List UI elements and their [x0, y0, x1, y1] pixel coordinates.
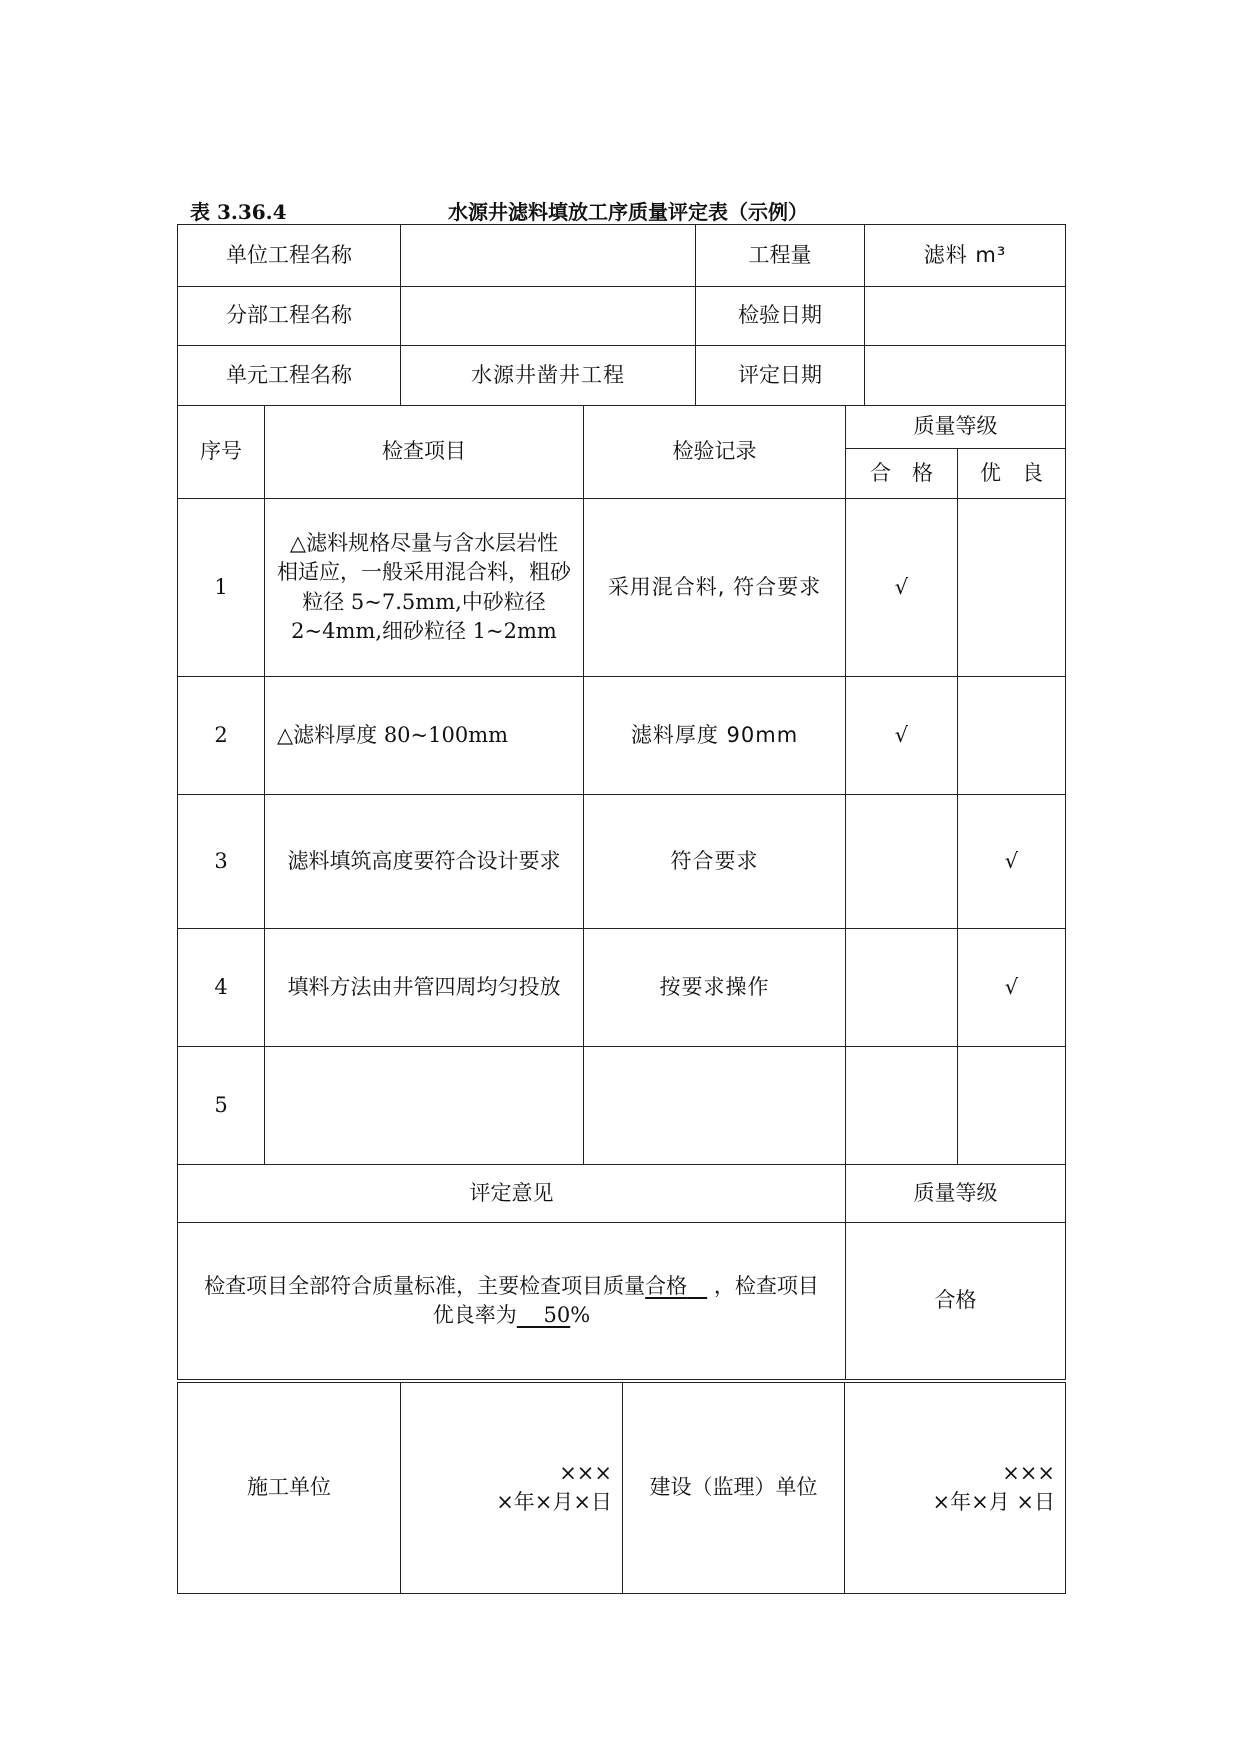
inspection-date-value	[865, 287, 1066, 346]
row-pass-check	[846, 929, 958, 1047]
construction-signer: ×××	[559, 1460, 612, 1485]
row-item-line: 相适应，一般采用混合料，粗砂	[277, 560, 571, 585]
row-pass-check	[846, 795, 958, 929]
table-row	[178, 677, 1066, 795]
inspection-date-label: 检验日期	[696, 287, 865, 346]
excellent-rate-value	[517, 1303, 570, 1327]
col-no-header: 序号	[178, 406, 265, 499]
row-no: 2	[178, 677, 265, 795]
row-no: 5	[178, 1047, 265, 1165]
signature-table	[177, 1382, 1066, 1594]
quantity-label: 工程量	[696, 225, 865, 287]
row-item: 滤料填筑高度要符合设计要求	[265, 795, 584, 929]
row-excellent-check: √	[958, 929, 1066, 1047]
element-value: 水源井凿井工程	[401, 346, 696, 406]
row-item-line: △滤料规格尽量与含水层岩性	[289, 530, 559, 555]
evaluation-date-value	[865, 346, 1066, 406]
row-pass-check	[846, 1047, 958, 1165]
opinion-header: 评定意见	[178, 1165, 846, 1223]
unit-project-value	[401, 225, 696, 287]
main-grade-text: 合格	[645, 1273, 688, 1298]
unit-project-label: 单位工程名称	[178, 225, 401, 287]
construction-unit-label: 施工单位	[178, 1383, 401, 1594]
table-title: 水源井滤料填放工序质量评定表（示例）	[448, 200, 808, 224]
opinion-grade-header: 质量等级	[846, 1165, 1066, 1223]
excellent-rate-text: 50	[543, 1303, 571, 1327]
page-header	[178, 196, 1078, 226]
row-pass-check: √	[846, 677, 958, 795]
table-row	[178, 499, 1066, 677]
row-no: 4	[178, 929, 265, 1047]
opinion-text-part: 优良率为	[432, 1303, 517, 1327]
row-record	[584, 1047, 846, 1165]
info-table	[177, 224, 1066, 406]
owner-unit-label: 建设（监理）单位	[623, 1383, 845, 1594]
evaluation-date-label: 评定日期	[696, 346, 865, 406]
row-no: 1	[178, 499, 265, 677]
col-grade-header: 质量等级	[846, 406, 1066, 449]
row-excellent-check	[958, 1047, 1066, 1165]
row-item	[265, 499, 584, 677]
opinion-grade-value: 合格	[846, 1223, 1066, 1380]
construction-date: ×年×月×日	[496, 1490, 612, 1514]
col-record-header: 检验记录	[584, 406, 846, 499]
row-item: △滤料厚度 80~100mm	[265, 677, 584, 795]
table-number: 表 3.36.4	[190, 200, 287, 224]
col-item-header: 检查项目	[265, 406, 584, 499]
owner-signer: ×××	[1002, 1460, 1055, 1485]
opinion-text-part: ，检查项目	[713, 1273, 819, 1298]
element-label: 单元工程名称	[178, 346, 401, 406]
opinion-line-1	[178, 1272, 845, 1301]
row-no: 3	[178, 795, 265, 929]
owner-date: ×年×月 ×日	[932, 1490, 1055, 1514]
col-pass-header: 合 格	[846, 449, 958, 499]
table-row	[178, 1047, 1066, 1165]
opinion-text-part: 检查项目全部符合质量标准，主要检查项目质量	[204, 1273, 646, 1298]
division-value	[401, 287, 696, 346]
items-table	[177, 405, 1066, 1380]
construction-unit-signature	[401, 1383, 623, 1594]
row-record: 滤料厚度 90mm	[584, 677, 846, 795]
row-item-line: 粒径 5~7.5mm,中砂粒径	[302, 589, 546, 614]
row-record: 按要求操作	[584, 929, 846, 1047]
row-item-line: 2~4mm,细砂粒径 1~2mm	[291, 618, 557, 643]
division-label: 分部工程名称	[178, 287, 401, 346]
table-row	[178, 795, 1066, 929]
row-record: 采用混合料, 符合要求	[584, 499, 846, 677]
owner-unit-signature	[845, 1383, 1066, 1594]
row-record: 符合要求	[584, 795, 846, 929]
row-excellent-check: √	[958, 795, 1066, 929]
main-grade-value	[645, 1274, 707, 1298]
row-excellent-check	[958, 677, 1066, 795]
percent-sign: %	[570, 1303, 591, 1327]
opinion-text	[178, 1223, 846, 1380]
col-excellent-header: 优 良	[958, 449, 1066, 499]
row-item: 填料方法由井管四周均匀投放	[265, 929, 584, 1047]
table-row	[178, 929, 1066, 1047]
row-pass-check: √	[846, 499, 958, 677]
opinion-line-2	[178, 1301, 845, 1330]
row-item	[265, 1047, 584, 1165]
row-excellent-check	[958, 499, 1066, 677]
quantity-value: 滤料 m³	[865, 225, 1066, 287]
